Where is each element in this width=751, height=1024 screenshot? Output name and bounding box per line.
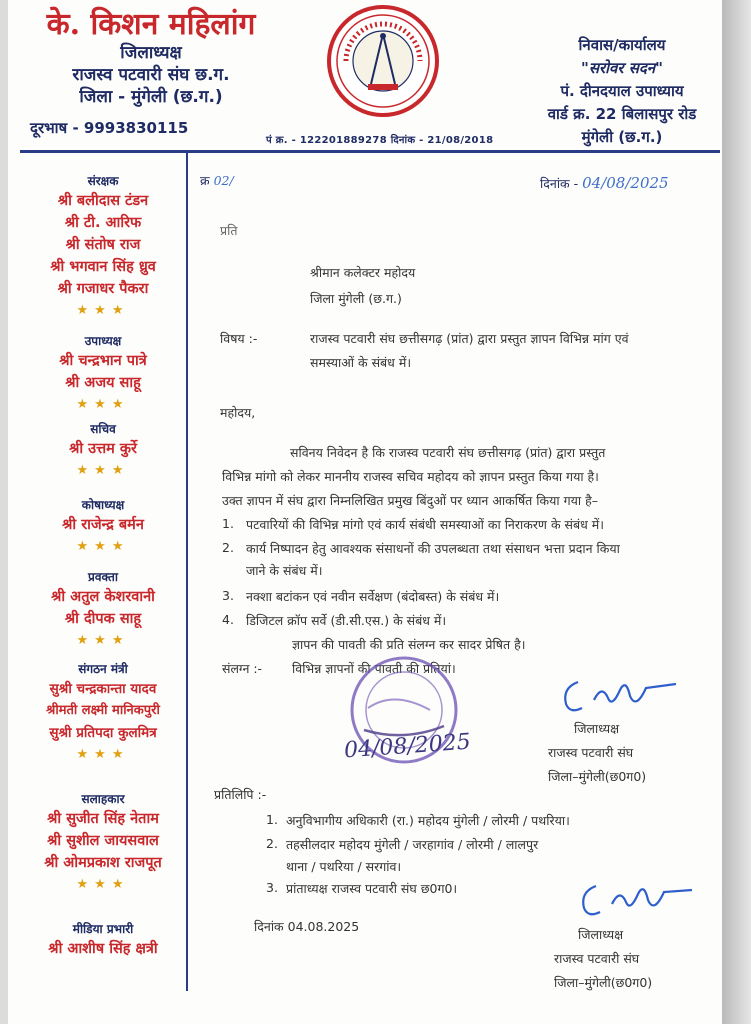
header-divider — [20, 150, 720, 153]
member-name: श्री सुजीत सिंह नेताम — [47, 811, 159, 827]
section-title: प्रवक्ता — [88, 570, 118, 584]
reference-value: 02/ — [213, 173, 234, 188]
address-line: वार्ड क्र. 22 बिलासपुर रोड — [547, 105, 697, 123]
copy-text: थाना / पथरिया / सरगांव। — [286, 859, 402, 874]
signatory-line: राजस्व पटवारी संघ — [548, 745, 634, 760]
enclosure-text: विभिन्न ज्ञापनों की पावती की प्रतियां। — [292, 661, 456, 676]
point-text: जाने के संबंध में। — [246, 563, 323, 578]
sidebar-divider — [186, 153, 188, 991]
point-text: डिजिटल क्रॉप सर्वे (डी.सी.एस.) के संबंध में। — [246, 613, 447, 628]
district-name: जिला - मुंगेली (छ.ग.) — [79, 87, 223, 107]
copy-text: अनुविभागीय अधिकारी (रा.) महोदय मुंगेली / लोरमी / पथरिया। — [286, 813, 570, 828]
body-paragraph: सविनय निवेदन है कि राजस्व पटवारी संघ छत्तीसगढ़ (प्रांत) द्वारा प्रस्तुत — [290, 445, 606, 460]
stars-divider: ★★★ — [76, 463, 130, 478]
sidebar-section-advisors — [20, 790, 186, 896]
organization-name: राजस्व पटवारी संघ छ.ग. — [72, 65, 230, 85]
member-name: श्री ओमप्रकाश राजपूत — [44, 855, 162, 871]
body-paragraph: उक्त ज्ञापन में संघ द्वारा निम्नलिखित प्रमुख बिंदुओं पर ध्यान आकर्षित किया गया है– — [222, 493, 598, 508]
letterhead-left — [26, 8, 276, 108]
stars-divider: ★★★ — [76, 397, 130, 412]
member-name: श्री भगवान सिंह ध्रुव — [50, 259, 156, 275]
point-text: पटवारियों की विभिन्न मांगो एवं कार्य संबंधी समस्याओं का निराकरण के संबंध में। — [246, 517, 604, 532]
subject-line: समस्याओं के संबंध में। — [310, 355, 412, 370]
sidebar-section-media — [20, 920, 186, 960]
copy-text: तहसीलदार महोदय मुंगेली / जरहागांव / लोरमी / लालपुर — [286, 837, 539, 852]
stars-divider: ★★★ — [76, 877, 130, 892]
member-name: श्री दीपक साहू — [64, 611, 142, 627]
point-text: कार्य निष्पादन हेतु आवश्यक संसाधनों की उपलब्धता तथा संसाधन भत्ता प्रदान किया — [246, 541, 620, 556]
sidebar-section-treasurer — [20, 496, 186, 558]
association-seal-logo — [326, 4, 440, 118]
reference-label: क्र — [200, 173, 210, 188]
member-name: श्री बलीदास टंडन — [57, 193, 149, 209]
page-edge-shadow — [722, 0, 751, 1024]
sidebar-section-secretary — [20, 420, 186, 482]
subject-line: राजस्व पटवारी संघ छत्तीसगढ़ (प्रांत) द्वारा प्रस्तुत ज्ञापन विभिन्न मांग एवं — [310, 331, 629, 346]
sidebar-section-spokespersons — [20, 568, 186, 652]
member-name: श्री अतुल केशरवानी — [51, 589, 155, 605]
section-title: कोषाध्यक्ष — [81, 498, 125, 512]
sidebar-section-vice-presidents — [20, 332, 186, 416]
section-title: संरक्षक — [87, 174, 119, 188]
member-name: श्री टी. आरिफ — [64, 215, 142, 231]
point-number: 4. — [222, 612, 234, 627]
section-title: मीडिया प्रभारी — [72, 922, 134, 936]
signatory-line: जिलाध्यक्ष — [574, 721, 620, 736]
member-name: श्रीमती लक्ष्मी मानिकपुरी — [46, 703, 160, 718]
phone-label: दूरभाष — [30, 119, 68, 137]
member-name: श्री उत्तम कुर्रे — [69, 441, 137, 457]
member-name: सुश्री चन्द्रकान्ता यादव — [49, 681, 157, 697]
footer-signatory-line: जिलाध्यक्ष — [578, 927, 624, 942]
enclosure-label: संलग्न :- — [222, 661, 263, 676]
point-number: 1. — [222, 516, 234, 531]
signature — [574, 874, 704, 924]
member-name: श्री सुशील जायसवाल — [47, 833, 159, 849]
address-line: निवास/कार्यालय — [578, 36, 666, 54]
point-number: 2. — [222, 540, 234, 555]
salutation: महोदय, — [220, 405, 256, 420]
phone-line — [30, 118, 188, 138]
copy-number: 2. — [266, 836, 278, 851]
letterhead-address — [528, 34, 716, 149]
member-name: श्री चन्द्रभान पात्रे — [59, 353, 147, 369]
point-number: 3. — [222, 588, 234, 603]
footer-signatory-line: जिला–मुंगेली(छ0ग0) — [554, 975, 653, 990]
stars-divider: ★★★ — [76, 747, 130, 762]
recipient-line: श्रीमान कलेक्टर महोदय — [310, 265, 416, 280]
section-title: सलाहकार — [81, 792, 125, 806]
date-label: दिनांक - — [540, 176, 579, 191]
to-label: प्रति — [220, 223, 238, 238]
section-title: उपाध्यक्ष — [84, 334, 122, 348]
copy-label: प्रतिलिपि :- — [214, 787, 267, 802]
footer-signatory-line: राजस्व पटवारी संघ — [554, 951, 640, 966]
member-name: श्री राजेन्द्र बर्मन — [62, 517, 144, 533]
subject-label: विषय :- — [220, 331, 258, 346]
address-line: "सरोवर सदन" — [581, 59, 663, 77]
point-text: नक्शा बटांकन एवं नवीन सर्वेक्षण (बंदोबस्त) के संबंध में। — [246, 589, 500, 604]
copy-text: प्रांताध्यक्ष राजस्व पटवारी संघ छ0ग0। — [286, 881, 458, 896]
stars-divider: ★★★ — [76, 303, 130, 318]
member-name: श्री गजाधर पैकरा — [57, 281, 149, 297]
member-name: सुश्री प्रतिपदा कुलमित्र — [49, 725, 157, 741]
member-name: श्री अजय साहू — [65, 375, 141, 391]
sidebar-section-patrons — [20, 172, 186, 322]
copy-number: 3. — [266, 880, 278, 895]
footer-date: दिनांक 04.08.2025 — [254, 919, 360, 934]
body-paragraph: विभिन्न मांगो को लेकर माननीय राजस्व सचिव महोदय को ज्ञापन प्रस्तुत किया गया है। — [222, 469, 599, 484]
address-line: मुंगेली (छ.ग.) — [581, 128, 663, 146]
letter-page — [8, 0, 722, 1024]
closing-line: ज्ञापन की पावती की प्रति संलग्न कर सादर प्रेषित है। — [292, 637, 526, 652]
phone-number: - 9993830115 — [72, 119, 189, 137]
section-title: सचिव — [90, 422, 116, 436]
address-line: पं. दीनदयाल उपाध्याय — [560, 82, 684, 100]
recipient-line: जिला मुंगेली (छ.ग.) — [310, 291, 402, 306]
sender-name: के. किशन महिलांग — [46, 7, 256, 42]
copy-number: 1. — [266, 812, 278, 827]
member-name: श्री संतोष राज — [65, 237, 141, 253]
sender-designation: जिलाध्यक्ष — [120, 43, 182, 63]
section-title: संगठन मंत्री — [78, 662, 128, 676]
member-name: श्री आशीष सिंह क्षत्री — [48, 941, 158, 957]
signature — [556, 670, 686, 720]
signatory-line: जिला–मुंगेली(छ0ग0) — [548, 769, 647, 784]
stars-divider: ★★★ — [76, 539, 130, 554]
letter-date — [540, 174, 669, 192]
date-value: 04/08/2025 — [582, 174, 669, 192]
sidebar-section-organizers — [20, 660, 186, 766]
stamp-date-handwritten: 04/08/2025 — [343, 729, 472, 764]
reference-number — [200, 172, 234, 189]
registration-line: पं क्र. - 122201889278 दिनांक - 21/08/2018 — [266, 135, 494, 146]
stars-divider: ★★★ — [76, 633, 130, 648]
